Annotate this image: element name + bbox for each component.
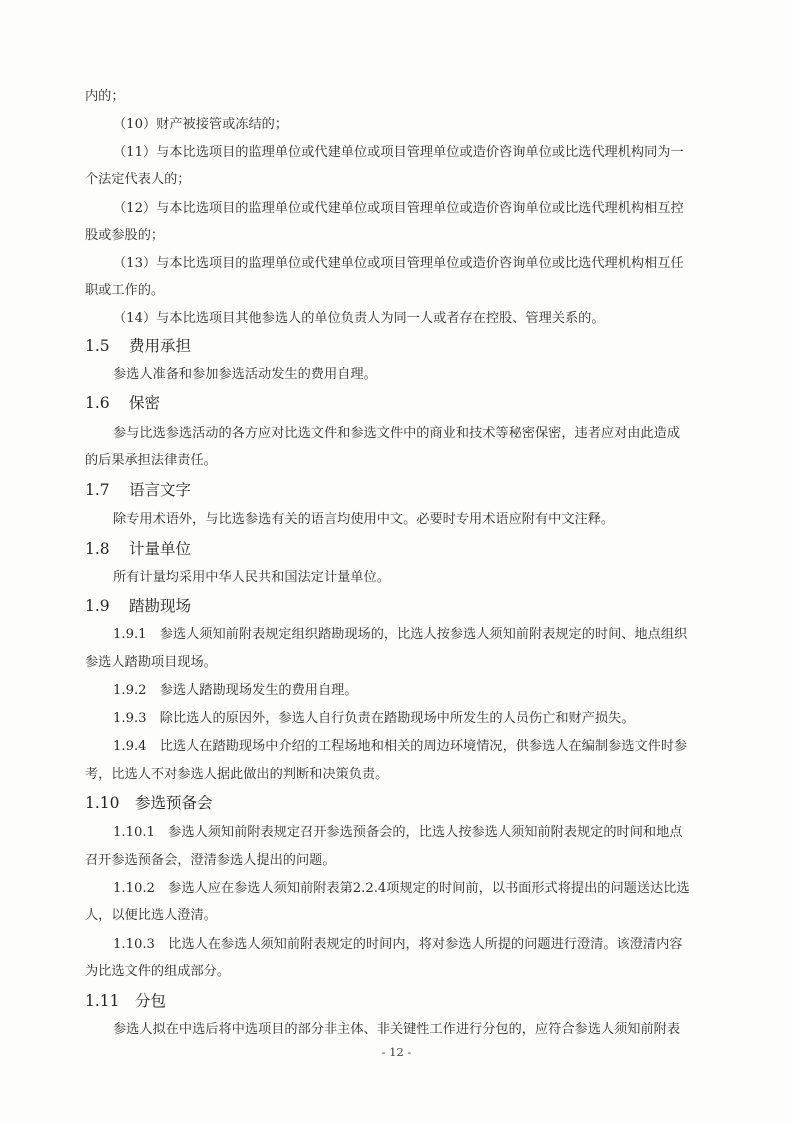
- text-line: （13）与本比选项目的监理单位或代建单位或项目管理单位或造价咨询单位或比选代理机构相互任: [113, 256, 684, 271]
- text-line: 职或工作的。: [85, 283, 165, 298]
- section-title: 分包: [135, 992, 167, 1010]
- text-line: 所有计量均采用中华人民共和国法定计量单位。: [113, 570, 390, 585]
- text-line: 除专用术语外，与比选参选有关的语言均使用中文。必要时专用术语应附有中文注释。: [113, 512, 615, 527]
- text-line: 人，以便比选人澄清。: [85, 908, 217, 923]
- section-heading: [85, 479, 191, 501]
- section-number: 1.8: [85, 540, 110, 558]
- section-heading: [85, 335, 191, 357]
- text-line: 参选人准备和参加参选活动发生的费用自理。: [113, 367, 377, 382]
- section-heading: [85, 392, 160, 414]
- section-title: 保密: [129, 394, 161, 412]
- section-heading: [85, 990, 166, 1012]
- text-line: 1.9.2 参选人踏勘现场发生的费用自理。: [113, 683, 358, 698]
- text-line: （12）与本比选项目的监理单位或代建单位或项目管理单位或造价咨询单位或比选代理机构相互控: [113, 201, 684, 216]
- section-heading: [85, 792, 213, 814]
- text-line: 1.9.1 参选人须知前附表规定组织踏勘现场的，比选人按参选人须知前附表规定的时间、地点组织: [113, 627, 688, 642]
- text-line: 1.10.2 参选人应在参选人须知前附表第2.2.4项规定的时间前，以书面形式将提出的问题送达比选: [113, 881, 690, 896]
- section-number: 1.10: [85, 794, 120, 812]
- section-title: 计量单位: [129, 540, 192, 558]
- text-line: 召开参选预备会，澄清参选人提出的问题。: [85, 853, 336, 868]
- text-line: 考，比选人不对参选人据此做出的判断和决策负责。: [85, 767, 389, 782]
- section-number: 1.5: [85, 337, 110, 355]
- text-line: 股或参股的；: [85, 228, 165, 243]
- text-line: 1.9.4 比选人在踏勘现场中介绍的工程场地和相关的周边环境情况，供参选人在编制参选文件时参: [113, 739, 688, 754]
- page-number: - 12 -: [381, 1045, 412, 1059]
- text-line: 的后果承担法律责任。: [85, 453, 217, 468]
- section-title: 费用承担: [129, 337, 192, 355]
- section-number: 1.6: [85, 394, 110, 412]
- text-line: 内的；: [85, 89, 125, 104]
- text-line: 参选人拟在中选后将中选项目的部分非主体、非关键性工作进行分包的，应符合参选人须知前附表: [113, 1022, 681, 1037]
- section-title: 语言文字: [129, 481, 192, 499]
- text-line: 参与比选参选活动的各方应对比选文件和参选文件中的商业和技术等秘密保密，违者应对由此造成: [113, 426, 681, 441]
- text-line: 1.10.1 参选人须知前附表规定召开参选预备会的，比选人按参选人须知前附表规定的时间和地点: [113, 825, 683, 840]
- text-line: （14）与本比选项目其他参选人的单位负责人为同一人或者存在控股、管理关系的。: [113, 311, 605, 326]
- section-number: 1.9: [85, 597, 110, 615]
- section-title: 踏勘现场: [129, 597, 192, 615]
- text-line: 1.9.3 除比选人的原因外，参选人自行负责在踏勘现场中所发生的人员伤亡和财产损失。: [113, 711, 635, 726]
- text-line: 1.10.3 比选人在参选人须知前附表规定的时间内，将对参选人所提的问题进行澄清。该澄清内容: [113, 937, 683, 952]
- text-line: 个法定代表人的；: [85, 172, 191, 187]
- text-line: （10）财产被接管或冻结的；: [113, 117, 289, 132]
- section-number: 1.7: [85, 481, 110, 499]
- text-line: 为比选文件的组成部分。: [85, 964, 231, 979]
- section-heading: [85, 538, 191, 560]
- section-number: 1.11: [85, 992, 120, 1010]
- section-heading: [85, 595, 191, 617]
- text-line: （11）与本比选项目的监理单位或代建单位或项目管理单位或造价咨询单位或比选代理机构同为一: [113, 145, 684, 160]
- text-line: 参选人踏勘项目现场。: [85, 655, 217, 670]
- section-title: 参选预备会: [135, 794, 213, 812]
